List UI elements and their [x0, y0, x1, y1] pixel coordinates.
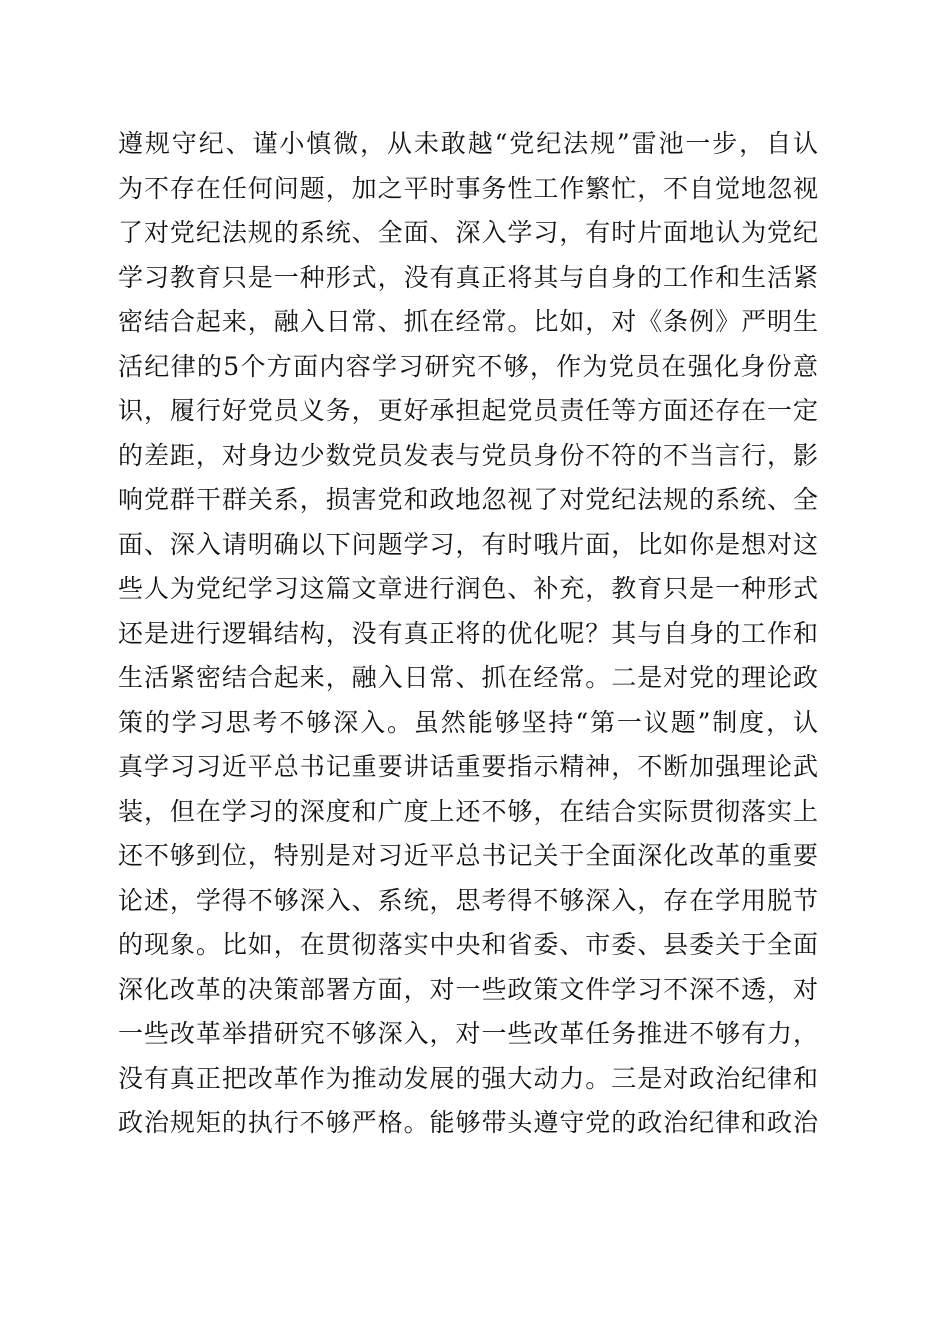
text-line: 真学习习近平总书记重要讲话重要指示精神，不断加强理论武 — [118, 752, 818, 781]
text-line: 遵规守纪、谨小慎微，从未敢越“党纪法规”雷池一步，自认 — [118, 129, 818, 158]
text-line: 论述，学得不够深入、系统，思考得不够深入，存在学用脱节 — [118, 885, 818, 915]
body-paragraph — [118, 122, 818, 1146]
text-line: 些人为党纪学习这篇文章进行润色、补充，教育只是一种形式 — [118, 574, 818, 603]
text-line: 没有真正把改革作为推动发展的强大动力。三是对政治纪律和 — [118, 1063, 818, 1093]
text-line: 响党群干群关系，损害党和政地忽视了对党纪法规的系统、全 — [118, 485, 818, 514]
text-line: 识，履行好党员义务，更好承担起党员责任等方面还存在一定 — [118, 396, 818, 425]
text-line: 还不够到位，特别是对习近平总书记关于全面深化改革的重要 — [118, 841, 818, 870]
text-line: 深化改革的决策部署方面，对一些政策文件学习不深不透，对 — [118, 974, 818, 1004]
text-line: 学习教育只是一种形式，没有真正将其与自身的工作和生活紧 — [118, 262, 818, 292]
text-line: 策的学习思考不够深入。虽然能够坚持“第一议题”制度，认 — [118, 707, 818, 737]
text-line: 政治规矩的执行不够严格。能够带头遵守党的政治纪律和政治 — [118, 1108, 818, 1137]
text-line: 了对党纪法规的系统、全面、深入学习，有时片面地认为党纪 — [118, 218, 818, 247]
text-line: 生活紧密结合起来，融入日常、抓在经常。二是对党的理论政 — [118, 663, 818, 692]
text-line: 的现象。比如，在贯彻落实中央和省委、市委、县委关于全面 — [118, 930, 818, 959]
text-line: 还是进行逻辑结构，没有真正将的优化呢？其与自身的工作和 — [118, 618, 818, 648]
text-line: 的差距，对身边少数党员发表与党员身份不符的不当言行，影 — [118, 440, 818, 470]
text-line: 装，但在学习的深度和广度上还不够，在结合实际贯彻落实上 — [118, 796, 818, 826]
text-line: 密结合起来，融入日常、抓在经常。比如，对《条例》严明生 — [118, 307, 818, 336]
text-line: 面、深入请明确以下问题学习，有时哦片面，比如你是想对这 — [118, 529, 818, 559]
text-line: 一些改革举措研究不够深入，对一些改革任务推进不够有力， — [118, 1019, 818, 1048]
text-line: 活纪律的5个方面内容学习研究不够，作为党员在强化身份意 — [118, 351, 818, 381]
text-line: 为不存在任何问题，加之平时事务性工作繁忙，不自觉地忽视 — [118, 173, 818, 203]
